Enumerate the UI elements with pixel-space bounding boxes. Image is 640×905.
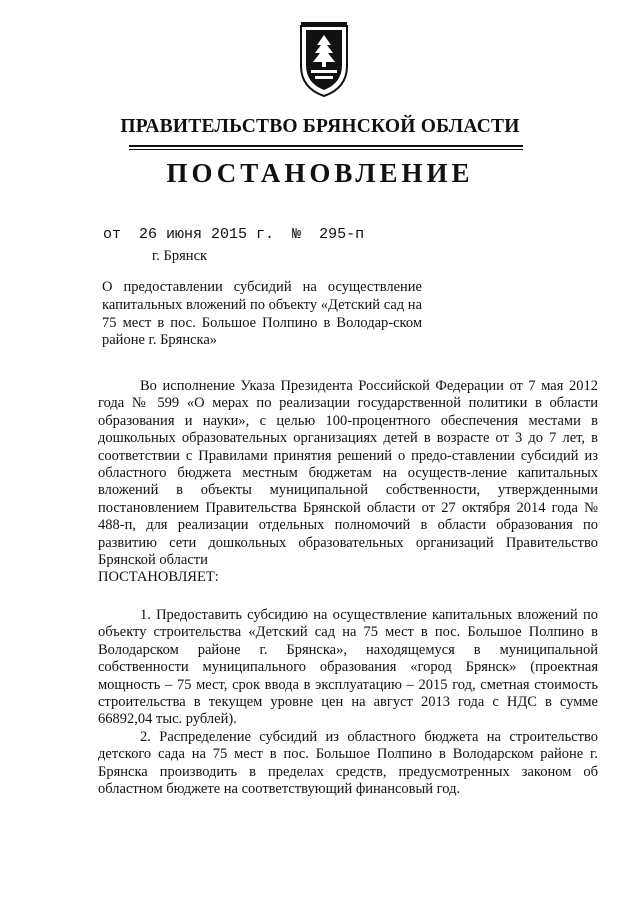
document-subject: О предоставлении субсидий на осуществление капитальных вложений по объекту «Детский сад на 75 мест в пос. Большое Полпино в Володар-ском районе г. Брянска» xyxy=(102,279,422,349)
item-2-paragraph: 2. Распределение субсидий из областного бюджета на строительство детского сада на 75 мест в пос. Большое Полпино в Володарском районе г. Брянска производить в пределах средств, предусмотренных законом об областном бюджете на соответствующий финансовый год. xyxy=(98,728,598,797)
date-prefix: от xyxy=(103,226,122,243)
preamble-paragraph: Во исполнение Указа Президента Российской Федерации от 7 мая 2012 года № 599 «О мерах по реализации государственной политики в области образования и науки», с целью 100-процентного обеспечения местами в дошкольных образовательных организациях детей в возрасте от 3 до 7 лет, в соответствии с Правилами принятия решений о предо-ставлении субсидий из областного бюджета местным бюджетам на осуществ-ление капитальных вложений в объекты муниципальной собственности, утвержденными постановлением Правительства Брянской области от 27 октября 2014 года № 488-п, для реализации отдельных полномочий в области образования по развитию сети дошкольных образовательных организаций Правительство Брянской области xyxy=(98,378,598,569)
number-sign: № xyxy=(292,226,302,243)
document-date: 26 июня 2015 г. xyxy=(139,226,275,243)
decree-word: ПОСТАНОВЛЯЕТ: xyxy=(98,569,219,586)
document-number: 295-п xyxy=(319,226,365,243)
header-divider-thin xyxy=(129,149,523,150)
item-1-paragraph: 1. Предоставить субсидию на осуществление капитальных вложений по объекту строительства «Детский сад на 75 мест в пос. Большое Полпино в Володарском районе г. Брянска», находящемуся в муниципальной собственности муниципального образования «город Брянск» (проектная мощность – 75 мест, срок ввода в эксплуатацию – 2015 год, сметная стоимость строительства в текущем уровне цен на август 2013 года с НДС в сумме 66892,04 тыс. рублей). xyxy=(98,606,598,728)
document-city: г. Брянск xyxy=(152,248,208,264)
document-type-title: ПОСТАНОВЛЕНИЕ xyxy=(166,158,474,188)
organization-title: ПРАВИТЕЛЬСТВО БРЯНСКОЙ ОБЛАСТИ xyxy=(120,116,520,137)
header-divider-thick xyxy=(129,145,523,147)
document-body xyxy=(98,378,598,798)
bryansk-coat-of-arms-icon xyxy=(295,18,353,98)
date-number-line xyxy=(103,226,364,243)
